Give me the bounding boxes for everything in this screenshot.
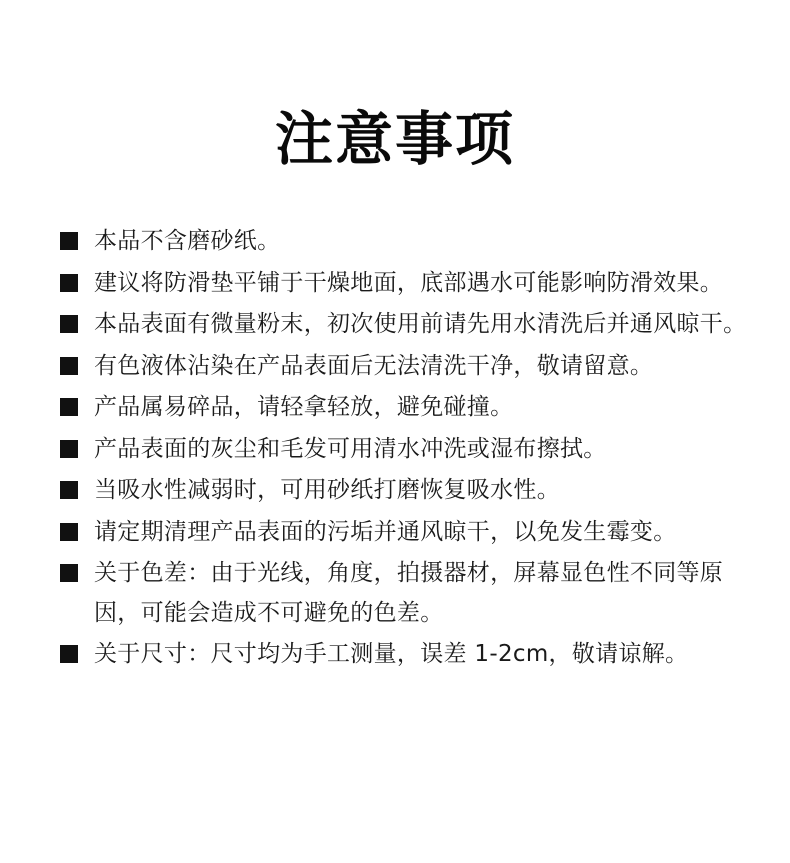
square-bullet-icon [60, 315, 78, 333]
note-text: 当吸水性减弱时，可用砂纸打磨恢复吸水性。 [94, 477, 560, 503]
square-bullet-icon [60, 440, 78, 458]
note-text: 关于色差：由于光线，角度，拍摄器材，屏幕显色性不同等原因，可能会造成不可避免的色差。 [94, 560, 724, 626]
list-item [60, 388, 760, 428]
square-bullet-icon [60, 232, 78, 250]
list-item [60, 222, 760, 262]
list-item [60, 513, 760, 553]
note-text: 本品不含磨砂纸。 [94, 228, 281, 254]
note-text: 产品属易碎品，请轻拿轻放，避免碰撞。 [94, 394, 514, 420]
note-text: 关于尺寸：尺寸均为手工测量，误差 1-2cm，敬请谅解。 [94, 641, 689, 667]
square-bullet-icon [60, 357, 78, 375]
page-title: 注意事项 [274, 105, 515, 173]
square-bullet-icon [60, 398, 78, 416]
square-bullet-icon [60, 523, 78, 541]
square-bullet-icon [60, 564, 78, 582]
note-text: 产品表面的灰尘和毛发可用清水冲洗或湿布擦拭。 [94, 435, 607, 462]
list-item [60, 471, 760, 511]
note-text: 有色液体沾染在产品表面后无法清洗干净，敬请留意。 [94, 352, 654, 379]
note-text: 建议将防滑垫平铺于干燥地面，底部遇水可能影响防滑效果。 [94, 269, 724, 296]
square-bullet-icon [60, 274, 78, 292]
square-bullet-icon [60, 645, 78, 663]
list-item [60, 305, 760, 345]
list-item [60, 347, 760, 387]
list-item [60, 554, 760, 633]
notes-list [60, 222, 760, 677]
square-bullet-icon [60, 481, 78, 499]
list-item [60, 635, 760, 675]
list-item [60, 264, 760, 304]
note-text: 请定期清理产品表面的污垢并通风晾干，以免发生霉变。 [94, 518, 677, 545]
note-text: 本品表面有微量粉末，初次使用前请先用水清洗后并通风晾干。 [94, 311, 747, 337]
list-item [60, 430, 760, 470]
